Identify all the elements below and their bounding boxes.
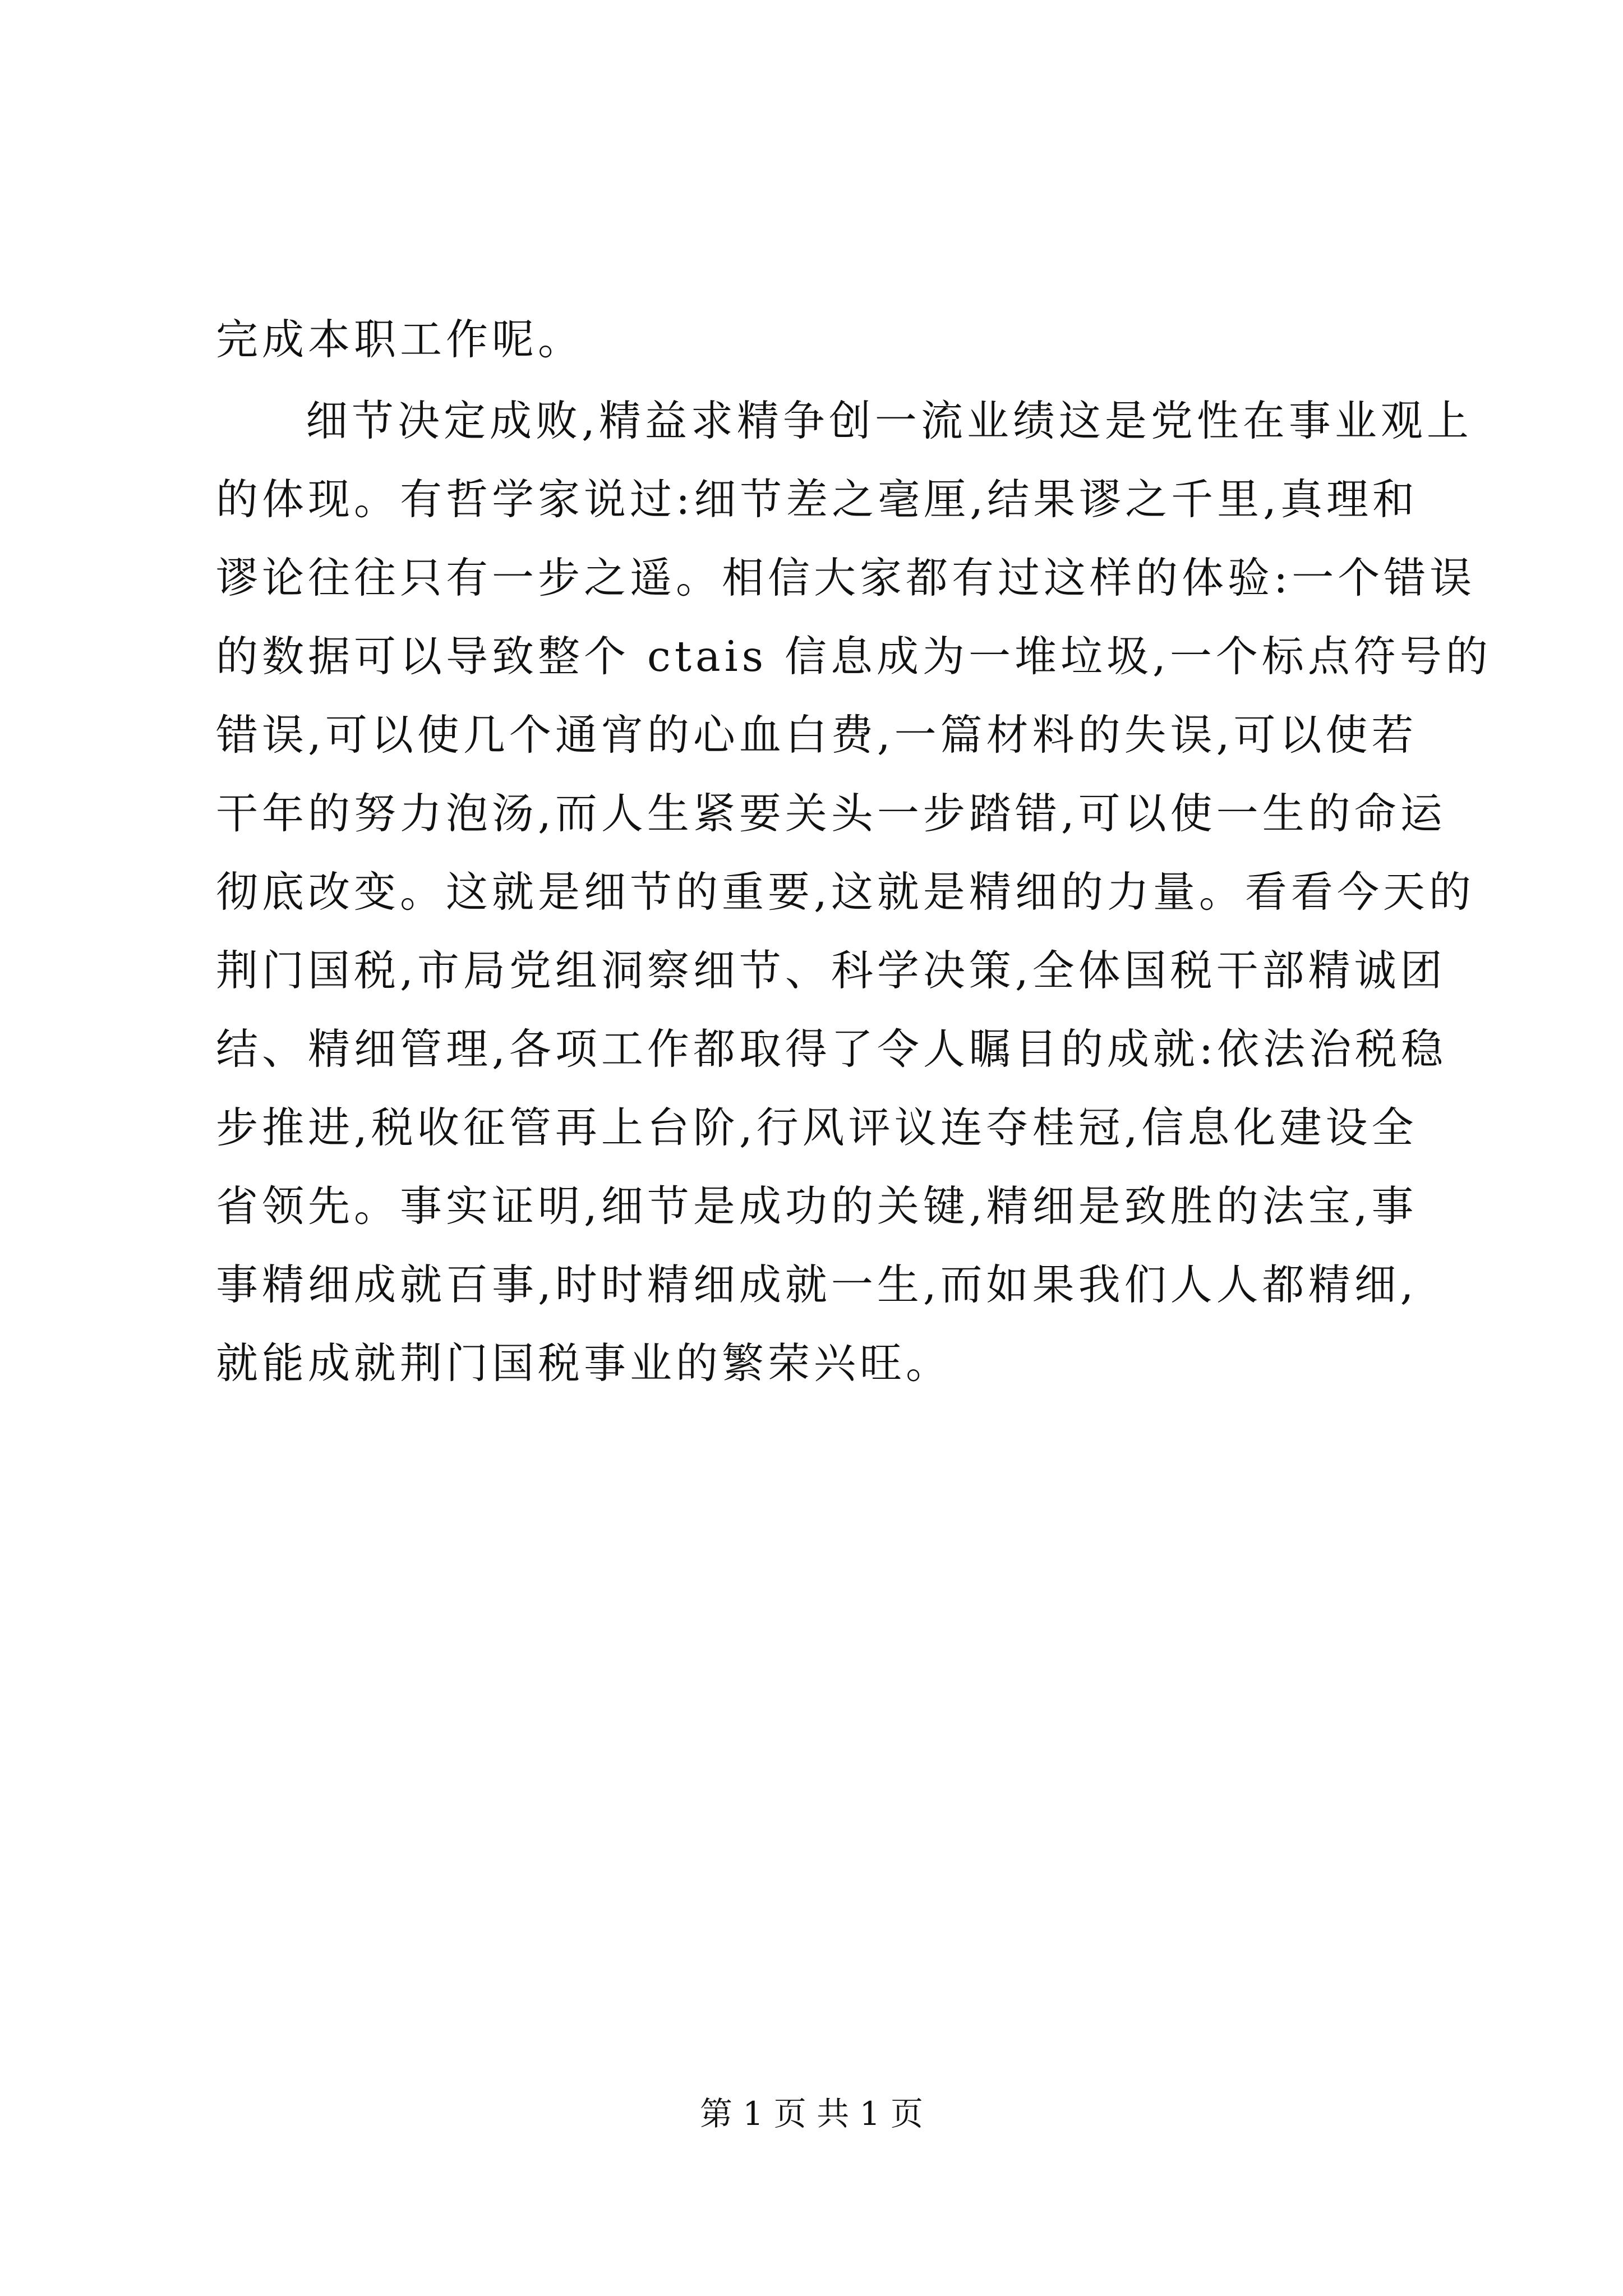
paragraph-line: 结、精细管理,各项工作都取得了令人瞩目的成就:依法治税稳	[216, 1024, 1447, 1074]
paragraph-line: 省领先。事实证明,细节是成功的关键,精细是致胜的法宝,事	[216, 1181, 1418, 1231]
paragraph-line: 错误,可以使几个通宵的心血白费,一篇材料的失误,可以使若	[216, 710, 1418, 760]
paragraph-line: 的数据可以导致整个 ctais 信息成为一堆垃圾,一个标点符号的	[216, 632, 1492, 681]
paragraph-line: 的体现。有哲学家说过:细节差之毫厘,结果谬之千里,真理和	[216, 475, 1418, 524]
paragraph-line: 谬论往往只有一步之遥。相信大家都有过这样的体验:一个错误	[216, 553, 1476, 602]
paragraph-line: 就能成就荆门国税事业的繁荣兴旺。	[216, 1338, 952, 1388]
paragraph-line: 事精细成就百事,时时精细成就一生,而如果我们人人都精细,	[216, 1260, 1418, 1309]
paragraph-line: 完成本职工作呢。	[216, 315, 584, 364]
paragraph-line: 细节决定成败,精益求精争创一流业绩这是党性在事业观上	[306, 396, 1473, 445]
paragraph-line: 彻底改变。这就是细节的重要,这就是精细的力量。看看今天的	[216, 867, 1475, 917]
paragraph-line: 干年的努力泡汤,而人生紧要关头一步踏错,可以使一生的命运	[216, 789, 1446, 838]
paragraph-line: 步推进,税收征管再上台阶,行风评议连夺桂冠,信息化建设全	[216, 1103, 1418, 1152]
paragraph-line: 荆门国税,市局党组洞察细节、科学决策,全体国税干部精诚团	[216, 946, 1446, 995]
page-footer: 第 1 页 共 1 页	[700, 2095, 923, 2133]
